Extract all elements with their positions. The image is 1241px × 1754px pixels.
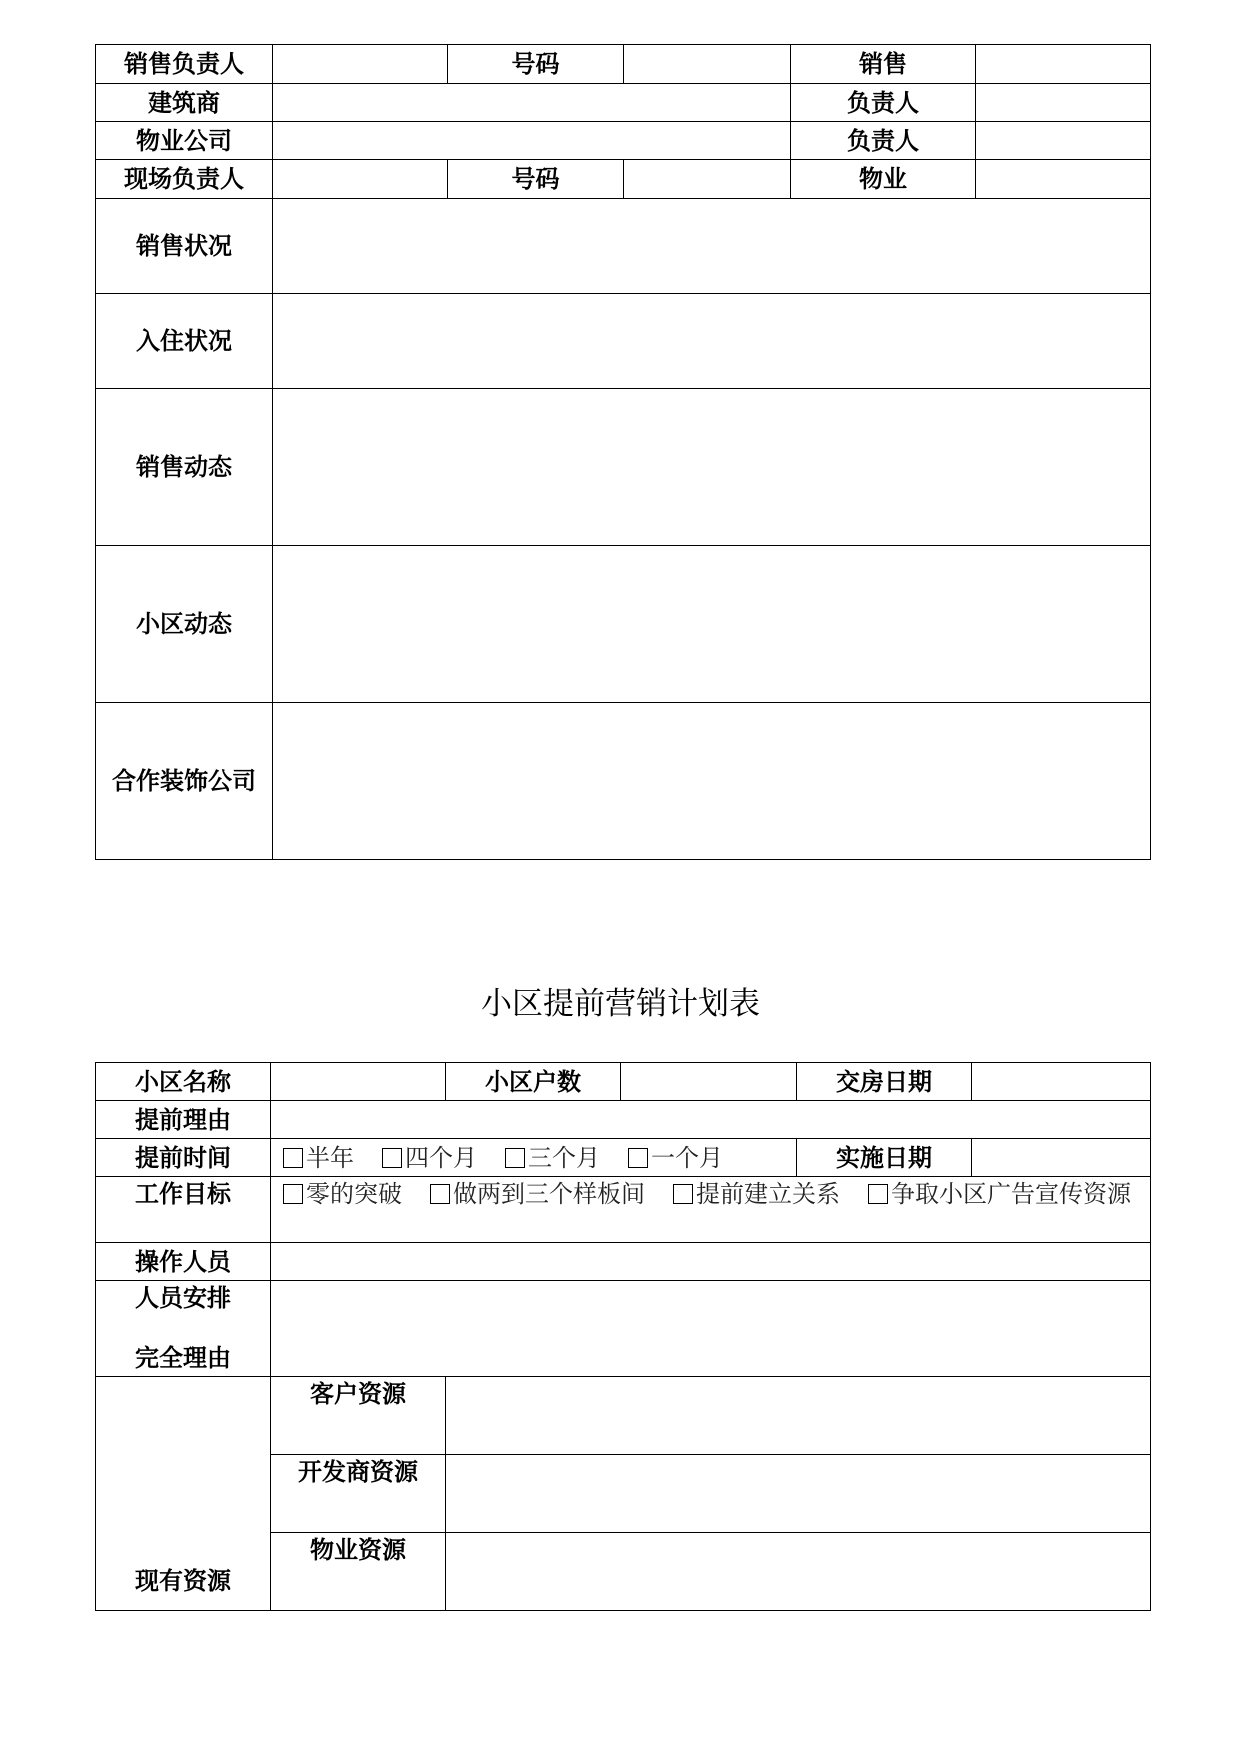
label-phone: 号码 — [448, 45, 624, 84]
label-operators: 操作人员 — [96, 1243, 271, 1281]
community-dynamics-field[interactable] — [273, 546, 1151, 703]
community-info-table — [95, 44, 1151, 860]
site-manager-input[interactable] — [273, 160, 448, 199]
property-person-input[interactable] — [976, 122, 1151, 160]
goal-option-showrooms[interactable]: 做两到三个样板间 — [430, 1180, 645, 1208]
label-sales-dynamics: 销售动态 — [96, 389, 273, 546]
advance-reason-input[interactable] — [271, 1101, 1151, 1139]
label-builder-person: 负责人 — [791, 84, 976, 122]
label-sales-manager: 销售负责人 — [96, 45, 273, 84]
goal-option-breakthrough[interactable]: 零的突破 — [283, 1180, 402, 1208]
occupancy-status-field[interactable] — [273, 294, 1151, 389]
builder-input[interactable] — [273, 84, 791, 122]
label-full-reason: 完全理由 — [135, 1344, 231, 1372]
page-title: 小区提前营销计划表 — [481, 986, 760, 1022]
partner-decoration-field[interactable] — [273, 703, 1151, 860]
site-phone-input[interactable] — [624, 160, 791, 199]
label-client-resources: 客户资源 — [271, 1377, 446, 1455]
builder-person-input[interactable] — [976, 84, 1151, 122]
checkbox-icon[interactable] — [628, 1148, 648, 1168]
label-property: 物业 — [791, 160, 976, 199]
property-resources-field[interactable] — [446, 1533, 1151, 1611]
label-property-company: 物业公司 — [96, 122, 273, 160]
checkbox-icon[interactable] — [430, 1184, 450, 1204]
handover-date-input[interactable] — [972, 1063, 1151, 1101]
label-developer-resources: 开发商资源 — [271, 1455, 446, 1533]
goal-option-relationship[interactable]: 提前建立关系 — [673, 1180, 840, 1208]
label-advance-reason: 提前理由 — [96, 1101, 271, 1139]
property-company-input[interactable] — [273, 122, 791, 160]
label-partner-decoration: 合作装饰公司 — [96, 703, 273, 860]
community-name-input[interactable] — [271, 1063, 446, 1101]
time-option-half-year[interactable]: 半年 — [283, 1144, 354, 1172]
label-property-person: 负责人 — [791, 122, 976, 160]
work-goal-options — [271, 1177, 1151, 1243]
label-builder: 建筑商 — [96, 84, 273, 122]
sales-input[interactable] — [976, 45, 1151, 84]
checkbox-icon[interactable] — [673, 1184, 693, 1204]
label-sales-status: 销售状况 — [96, 199, 273, 294]
label-existing-resources: 现有资源 — [96, 1377, 271, 1611]
time-option-four-months[interactable]: 四个月 — [382, 1144, 477, 1172]
sales-dynamics-field[interactable] — [273, 389, 1151, 546]
label-site-phone: 号码 — [448, 160, 624, 199]
checkbox-icon[interactable] — [283, 1184, 303, 1204]
label-advance-time: 提前时间 — [96, 1139, 271, 1177]
label-community-name: 小区名称 — [96, 1063, 271, 1101]
label-property-resources: 物业资源 — [271, 1533, 446, 1611]
property-input[interactable] — [976, 160, 1151, 199]
label-handover-date: 交房日期 — [797, 1063, 972, 1101]
checkbox-icon[interactable] — [283, 1148, 303, 1168]
label-staffing: 人员安排 — [135, 1284, 231, 1312]
goal-option-advertising[interactable]: 争取小区广告宣传资源 — [868, 1180, 1131, 1208]
label-site-manager: 现场负责人 — [96, 160, 273, 199]
sales-phone-input[interactable] — [624, 45, 791, 84]
label-community-dynamics: 小区动态 — [96, 546, 273, 703]
staffing-field[interactable] — [271, 1281, 1151, 1377]
marketing-plan-table — [95, 1062, 1151, 1611]
sales-status-field[interactable] — [273, 199, 1151, 294]
label-work-goal: 工作目标 — [96, 1177, 271, 1243]
label-staffing-reason — [96, 1281, 271, 1377]
time-option-three-months[interactable]: 三个月 — [505, 1144, 600, 1172]
label-household-count: 小区户数 — [446, 1063, 621, 1101]
developer-resources-field[interactable] — [446, 1455, 1151, 1533]
checkbox-icon[interactable] — [868, 1184, 888, 1204]
operators-input[interactable] — [271, 1243, 1151, 1281]
implementation-date-input[interactable] — [972, 1139, 1151, 1177]
label-occupancy-status: 入住状况 — [96, 294, 273, 389]
time-option-one-month[interactable]: 一个月 — [628, 1144, 723, 1172]
advance-time-options — [271, 1139, 797, 1177]
label-sales: 销售 — [791, 45, 976, 84]
client-resources-field[interactable] — [446, 1377, 1151, 1455]
checkbox-icon[interactable] — [382, 1148, 402, 1168]
sales-manager-input[interactable] — [273, 45, 448, 84]
label-implementation-date: 实施日期 — [797, 1139, 972, 1177]
household-count-input[interactable] — [621, 1063, 797, 1101]
checkbox-icon[interactable] — [505, 1148, 525, 1168]
